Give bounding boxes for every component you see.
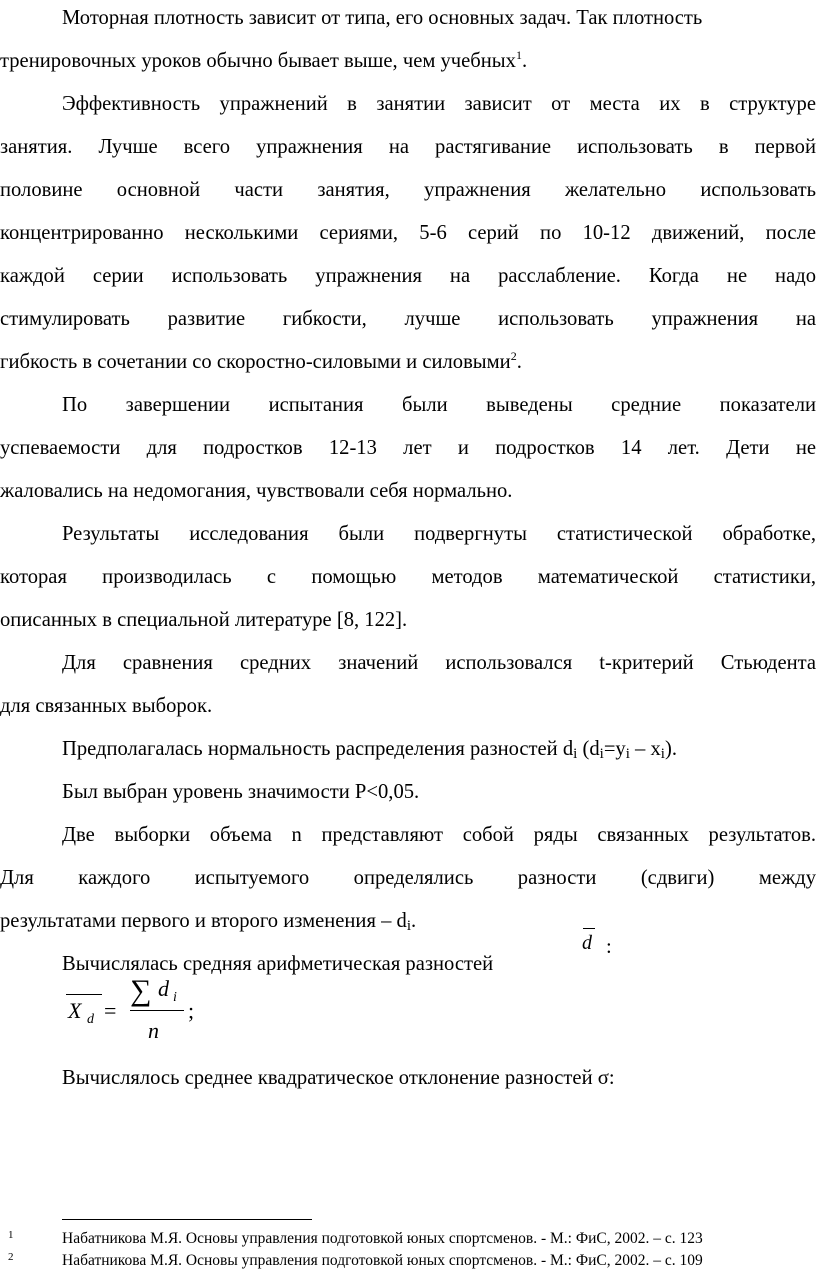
paragraph-9-line-1: Вычислялась средняя арифметическая разностей xyxy=(62,953,494,975)
paragraph-2-line-2: занятия. Лучше всего упражнения на растягивание использовать в первой xyxy=(0,136,816,158)
paragraph-5-line-1: Для сравнения средних значений использовался t-критерий Стьюдента xyxy=(62,652,816,674)
footnote-2-mark: 2 xyxy=(8,1251,14,1263)
formula-denominator: n xyxy=(148,1018,159,1043)
formula-numerator-subscript: i xyxy=(173,990,177,1005)
fraction-bar xyxy=(130,1010,184,1011)
paragraph-2-line-7: гибкость в сочетании со скоростно-силовыми и силовыми$^2$. xyxy=(0,349,522,373)
paragraph-2-line-5: каждой серии использовать упражнения на расслабление. Когда не надо xyxy=(0,265,816,287)
footnote-ref-1: 1 xyxy=(515,48,522,63)
formula-semicolon: ; xyxy=(188,998,195,1023)
lhs-overbar xyxy=(66,994,102,995)
paragraph-4-line-3: описанных в специальной литературе [8, 122]. xyxy=(0,609,408,631)
paragraph-2-line-4: концентрированно несколькими сериями, 5-6 серий по 10-12 движений, после xyxy=(0,222,816,244)
paragraph-1-line-1: Моторная плотность зависит от типа, его основных задач. Так плотность xyxy=(62,7,703,29)
paragraph-2-line-3: половине основной части занятия, упражнения желательно использовать xyxy=(0,179,816,201)
paragraph-6-line-1: Предполагалась нормальность распределения разностей $d_i$ $(d_i=y_i - x_i)$. xyxy=(62,738,677,762)
footnote-1-text: Набатникова М.Я. Основы управления подготовкой юных спортсменов. - М.: ФиС, 2002. – с. 123 xyxy=(62,1230,703,1247)
formula-equals: = xyxy=(104,998,117,1023)
mean-difference-symbol: d xyxy=(582,932,592,954)
formula-lhs: X xyxy=(68,998,82,1023)
mean-formula xyxy=(60,968,260,1048)
formula-numerator: d xyxy=(158,976,169,1001)
footnote-2-text: Набатникова М.Я. Основы управления подготовкой юных спортсменов. - М.: ФиС, 2002. – с. 109 xyxy=(62,1252,703,1269)
colon: : xyxy=(606,936,612,958)
paragraph-8-line-3: результатами первого и второго изменения – $d_i$. xyxy=(0,910,417,934)
paragraph-2-line-1: Эффективность упражнений в занятии зависит от места их в структуре xyxy=(62,93,816,115)
paragraph-8-line-2: Для каждого испытуемого определялись разности (сдвиги) между xyxy=(0,867,816,889)
paragraph-1-line-2: тренировочных уроков обычно бывает выше, чем учебных$^1$. xyxy=(0,48,528,72)
footnote-1-mark: 1 xyxy=(8,1229,14,1241)
paragraph-4-line-1: Результаты исследования были подвергнуты статистической обработке, xyxy=(62,523,816,545)
paragraph-4-line-2: которая производилась с помощью методов математической статистики, xyxy=(0,566,816,588)
paragraph-7-line-1: Был выбран уровень значимости P<0,05. xyxy=(62,781,420,803)
paragraph-8-line-1: Две выборки объема n представляют собой ряды связанных результатов. xyxy=(62,824,816,846)
footnote-separator xyxy=(62,1219,312,1220)
footnote-ref-2: 2 xyxy=(510,349,517,364)
paragraph-3-line-2: успеваемости для подростков 12-13 лет и подростков 14 лет. Дети не xyxy=(0,437,816,459)
paragraph-3-line-1: По завершении испытания были выведены средние показатели xyxy=(62,394,816,416)
formula-lhs-subscript: d xyxy=(87,1012,94,1027)
formula-sum-sign: ∑ xyxy=(130,974,152,1007)
paragraph-3-line-3: жаловались на недомогания, чувствовали себя нормально. xyxy=(0,480,513,502)
paragraph-5-line-2: для связанных выборок. xyxy=(0,695,213,717)
paragraph-10-line-1: Вычислялось среднее квадратическое отклонение разностей σ: xyxy=(62,1067,615,1089)
paragraph-2-line-6: стимулировать развитие гибкости, лучше использовать упражнения на xyxy=(0,308,816,330)
